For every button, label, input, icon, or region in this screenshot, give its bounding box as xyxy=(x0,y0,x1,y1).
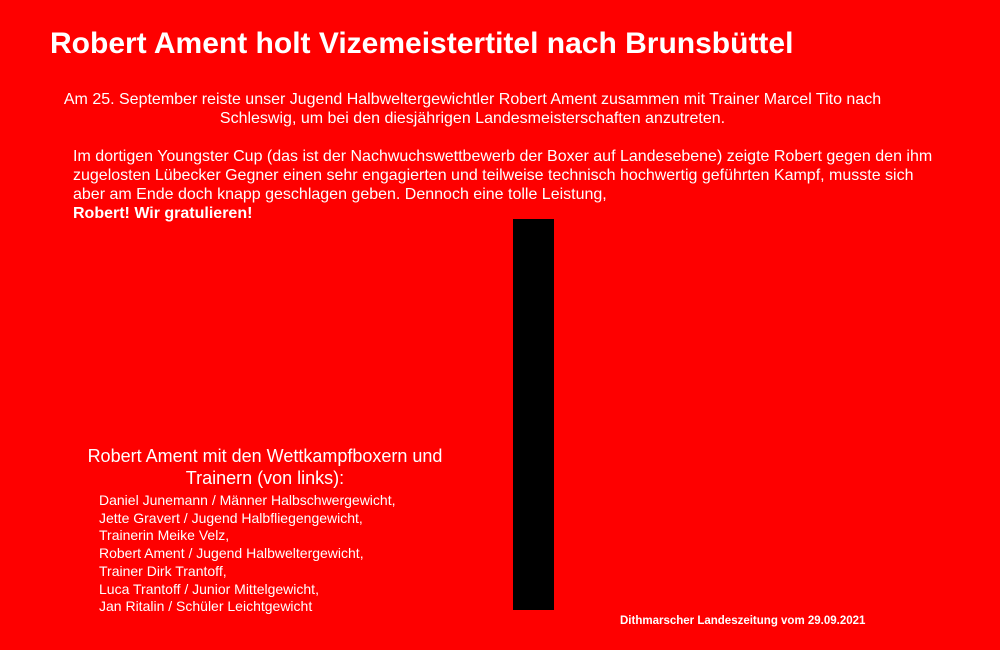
caption-person: Trainerin Meike Velz, xyxy=(99,527,230,544)
source-credit: Dithmarscher Landeszeitung vom 29.09.2021 xyxy=(620,615,866,627)
caption-person: Daniel Junemann / Männer Halbschwergewicht, xyxy=(99,492,396,508)
photo-caption-list xyxy=(99,492,395,616)
body-text: Im dortigen Youngster Cup (das ist der Nachwuchswettbewerb der Boxer auf Landesebene) zeigte Robert gegen den ihm zugelosten Lübecker Gegner einen sehr engagierten und teilweise technisch hochwertig geführten Kampf, musste sich aber am Ende doch knapp geschlagen geben. Dennoch eine tolle Leistung, xyxy=(73,148,933,203)
photo-caption-title: Robert Ament mit den Wettkampfboxern und Trainern (von links): xyxy=(87,446,443,488)
body-paragraph xyxy=(73,147,948,223)
congratulation-text: Robert! Wir gratulieren! xyxy=(73,205,253,222)
headline: Robert Ament holt Vizemeistertitel nach Brunsbüttel xyxy=(50,27,794,60)
caption-person: Jan Ritalin / Schüler Leichtgewicht xyxy=(99,598,313,615)
black-bar xyxy=(513,219,554,610)
caption-person: Robert Ament / Jugend Halbweltergewicht, xyxy=(99,545,364,562)
caption-person: Jette Gravert / Jugend Halbfliegengewicht, xyxy=(99,509,363,526)
intro-paragraph: Am 25. September reiste unser Jugend Halbweltergewichtler Robert Ament zusammen mit Trainer Marcel Tito nach Schleswig, um bei den diesjährigen Landesmeisterschaften anzutreten. xyxy=(63,91,882,127)
caption-person: Trainer Dirk Trantoff, xyxy=(99,562,227,579)
caption-person: Luca Trantoff / Junior Mittelgewicht, xyxy=(99,580,319,597)
